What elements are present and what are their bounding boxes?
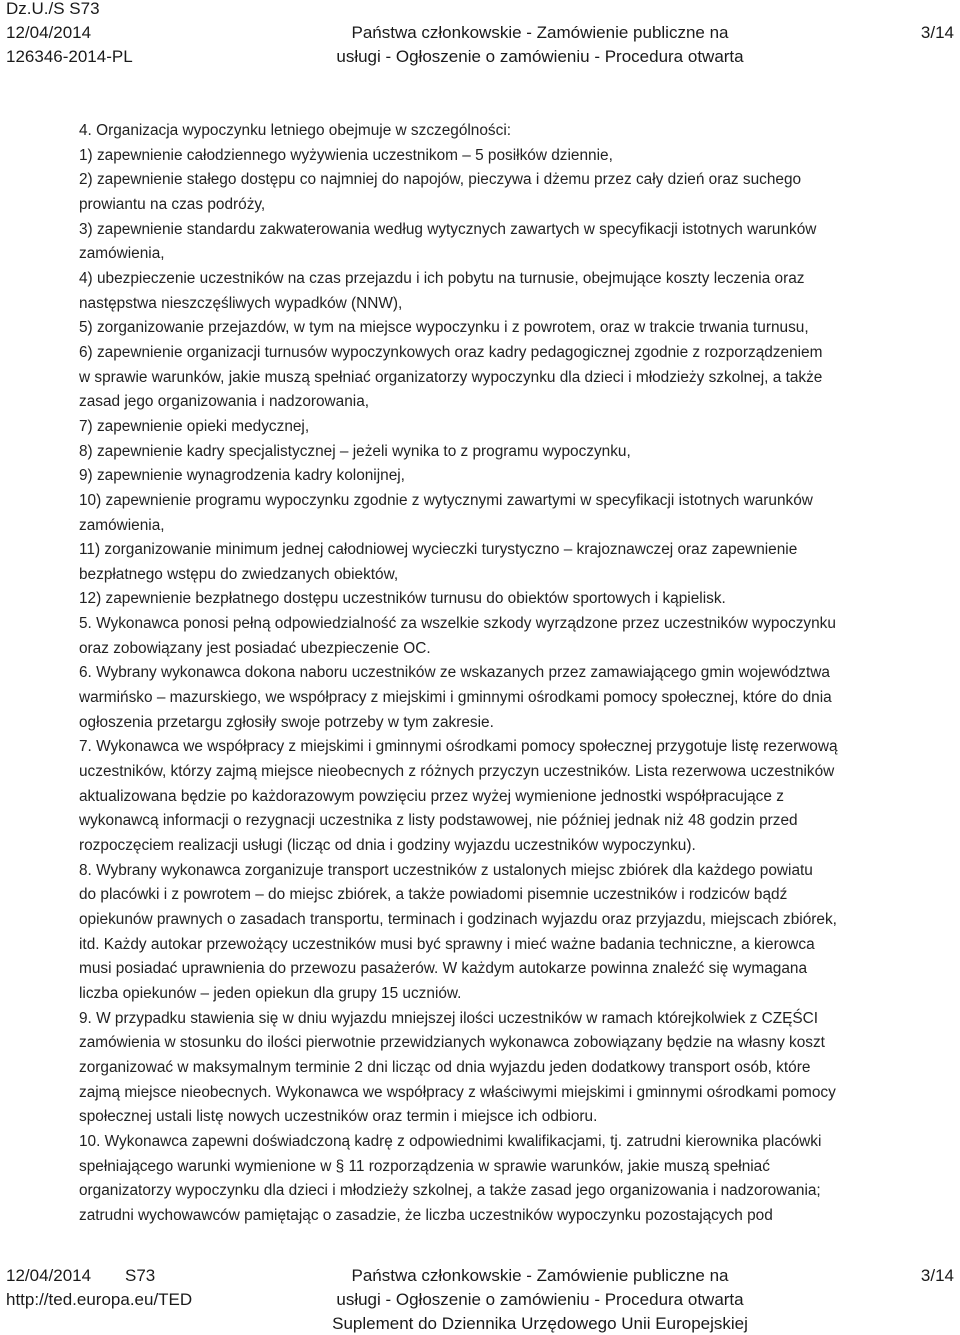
body-line: ogłoszenia przetargu zgłosiły swoje potrzeby w tym zakresie. xyxy=(79,713,494,731)
body-line: 10. Wykonawca zapewni doświadczoną kadrę z odpowiednimi kwalifikacjami, tj. zatrudni kierownika placówki xyxy=(79,1132,822,1150)
body-line: uczestników, którzy zajmą miejsce nieobecnych z różnych przyczyn uczestników. Lista rezerwowa uczestników xyxy=(79,763,835,781)
body-line: 7) zapewnienie opieki medycznej, xyxy=(79,417,310,435)
body-line: 5) zorganizowanie przejazdów, w tym na miejsce wypoczynku i z powrotem, oraz w trakcie trwania turnusu, xyxy=(79,319,809,337)
body-line: itd. Każdy autokar przewożący uczestników musi być sprawny i mieć ważne badania techniczne, a kierowca xyxy=(79,935,815,953)
doc-reference: Dz.U./S S73 xyxy=(6,0,100,18)
footer-title-line1: Państwa członkowskie - Zamówienie publiczne na xyxy=(351,1266,729,1285)
body-line: 11) zorganizowanie minimum jednej całodniowej wycieczki turystyczno – krajoznawczej oraz zapewnienie xyxy=(79,541,798,559)
body-line: 9) zapewnienie wynagrodzenia kadry kolonijnej, xyxy=(79,467,405,485)
body-line: 6. Wybrany wykonawca dokona naboru uczestników ze wskazanych przez zamawiającego gmin województwa xyxy=(79,664,830,682)
body-line: zajmą miejsce nieobecnych. Wykonawca we współpracy z właściwymi miejskimi i gminnymi ośrodkami pomocy xyxy=(79,1083,836,1101)
header-page-number: 3/14 xyxy=(920,23,954,42)
body-line: 4) ubezpieczenie uczestników na czas przejazdu i ich pobytu na turnusie, obejmujące koszty leczenia oraz xyxy=(79,269,805,287)
footer-page-number: 3/14 xyxy=(920,1266,954,1285)
body-line: następstwa nieszczęśliwych wypadków (NNW), xyxy=(79,294,403,312)
header-date: 12/04/2014 xyxy=(6,23,92,42)
ted-link[interactable]: http://ted.europa.eu/TED xyxy=(6,1290,193,1309)
body-line: liczba opiekunów – jeden opiekun dla grupy 15 uczniów. xyxy=(79,984,462,1002)
header-title-line1: Państwa członkowskie - Zamówienie publiczne na xyxy=(351,23,729,42)
body-line: musi posiadać uprawnienia do przewozu pasażerów. W każdym autokarze powinna znaleźć się wymagana xyxy=(79,960,808,978)
body-line: 4. Organizacja wypoczynku letniego obejmuje w szczególności: xyxy=(79,122,512,139)
body-line: 6) zapewnienie organizacji turnusów wypoczynkowych oraz kadry pedagogicznej zgodnie z rozporządzeniem xyxy=(79,343,823,361)
body-line: aktualizowana będzie po każdorazowym powzięciu przez wyżej wymienione jednostki współpracujące z xyxy=(79,787,784,805)
body-line: społecznej ustali listę nowych uczestników oraz termin i miejsce ich odbioru. xyxy=(79,1108,598,1126)
body-line: zamówienia w stosunku do ilości pierwotnie przewidzianych wykonawca zobowiązany będzie na własny koszt xyxy=(79,1034,825,1052)
body-line: opiekunów prawnych o zasadach transportu, terminach i godzinach wyjazdu oraz przyjazdu, miejscach zbiórek, xyxy=(79,911,837,928)
body-line: 8) zapewnienie kadry specjalistycznej – jeżeli wynika to z programu wypoczynku, xyxy=(79,442,631,460)
body-line: bezpłatnego wstępu do zwiedzanych obiektów, xyxy=(79,565,399,583)
body-line: zamówienia, xyxy=(79,516,165,534)
body-line: zasad jego organizowania i nadzorowania, xyxy=(79,393,370,411)
body-line: 1) zapewnienie całodziennego wyżywienia uczestnikom – 5 posiłków dziennie, xyxy=(79,146,613,164)
body-line: zamówienia, xyxy=(79,245,165,263)
body-line: zatrudni wychowawców pamiętając o zasadzie, że liczba uczestników wypoczynku pozostających pod xyxy=(79,1206,773,1224)
document-body xyxy=(79,119,959,1229)
footer-series: S73 xyxy=(125,1266,156,1285)
body-line: warmińsko – mazurskiego, we współpracy z miejskimi i gminnymi ośrodkami pomocy społecznej, które do dnia xyxy=(79,689,832,707)
footer-title-line3: Suplement do Dziennika Urzędowego Unii Europejskiej xyxy=(332,1314,748,1333)
body-line: organizatorzy wypoczynku dla dzieci i młodzieży szkolnej, a także zasad jego organizowania i nadzorowania; xyxy=(79,1182,821,1200)
body-line: 5. Wykonawca ponosi pełną odpowiedzialność za wszelkie szkody wyrządzone przez uczestników wypoczynku xyxy=(79,615,836,633)
body-line: zorganizować w maksymalnym terminie 2 dni licząc od dnia wyjazdu jeden dodatkowy transport osób, które xyxy=(79,1058,811,1076)
body-line: 12) zapewnienie bezpłatnego dostępu uczestników turnusu do obiektów sportowych i kąpielisk. xyxy=(79,590,726,608)
body-line: 9. W przypadku stawienia się w dniu wyjazdu mniejszej ilości uczestników w ramach którejkolwiek z CZĘŚCI xyxy=(79,1009,819,1027)
body-line: 7. Wykonawca we współpracy z miejskimi i gminnymi ośrodkami pomocy społecznej przygotuje listę rezerwową xyxy=(79,738,838,756)
body-line: prowiantu na czas podróży, xyxy=(79,195,266,213)
notice-id: 126346-2014-PL xyxy=(6,47,133,66)
body-line: do placówki i z powrotem – do miejsc zbiórek, a także powiadomi pisemnie uczestników i rodziców bądź xyxy=(79,886,788,904)
body-line: 8. Wybrany wykonawca zorganizuje transport uczestników z ustalonych miejsc zbiórek dla każdego powiatu xyxy=(79,861,813,879)
body-line: w sprawie warunków, jakie muszą spełniać organizatorzy wypoczynku dla dzieci i młodzieży szkolnej, a także xyxy=(79,368,823,386)
body-line: 3) zapewnienie standardu zakwaterowania według wytycznych zawartych w specyfikacji istotnych warunków xyxy=(79,220,817,238)
body-line: 2) zapewnienie stałego dostępu co najmniej do napojów, pieczywa i dżemu przez cały dzień oraz suchego xyxy=(79,171,802,189)
header-title-line2: usługi - Ogłoszenie o zamówieniu - Procedura otwarta xyxy=(336,47,744,66)
body-line: spełniającego warunki wymienione w § 11 rozporządzenia w sprawie warunków, jakie muszą spełniać xyxy=(79,1157,770,1175)
body-line: rozpoczęciem realizacji usługi (licząc od dnia i godziny wyjazdu uczestników wypoczynku). xyxy=(79,837,696,855)
footer-title-line2: usługi - Ogłoszenie o zamówieniu - Procedura otwarta xyxy=(336,1290,744,1309)
footer-date: 12/04/2014 xyxy=(6,1266,92,1285)
body-line: 10) zapewnienie programu wypoczynku zgodnie z wytycznymi zawartymi w specyfikacji istotnych warunków xyxy=(79,491,813,509)
body-line: wykonawcą informacji o rezygnacji uczestnika z listy podstawowej, nie później jednak niż 48 godzin przed xyxy=(79,812,798,830)
body-line: oraz zobowiązany jest posiadać ubezpieczenie OC. xyxy=(79,639,431,657)
